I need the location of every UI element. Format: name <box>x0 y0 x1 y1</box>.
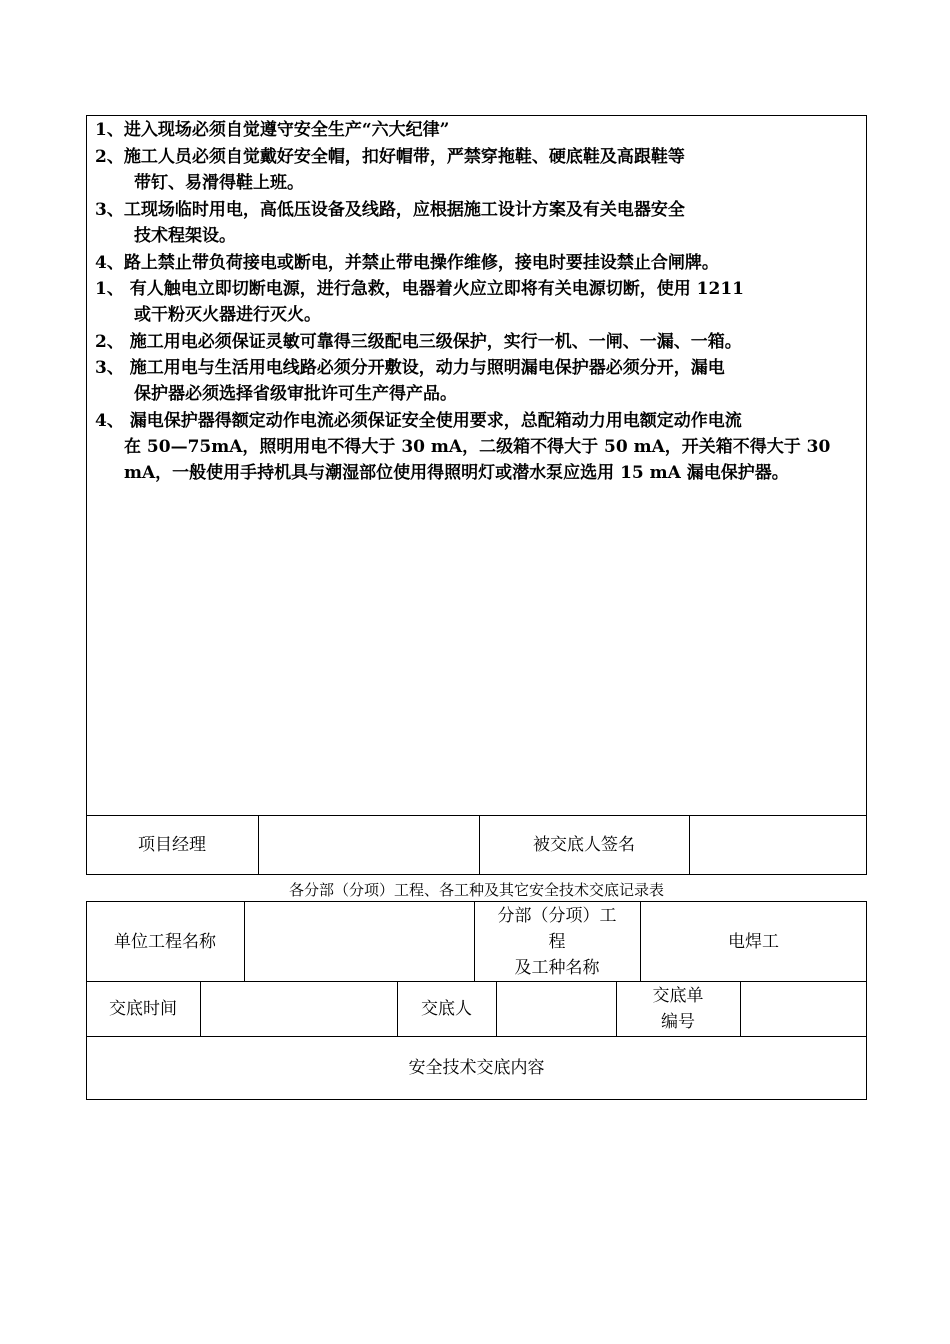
sub-project-label-line: 程 <box>548 931 566 952</box>
sub-project-value[interactable]: 电焊工 <box>728 931 779 952</box>
sub-project-label <box>474 901 640 982</box>
content-line: 4、 漏电保护器得额定动作电流必须保证安全使用要求，总配箱动力用电额定动作电流 <box>95 411 742 431</box>
content-line: 3、 施工用电与生活用电线路必须分开敷设，动力与照明漏电保护器必须分开，漏电 <box>95 358 725 378</box>
handover-time-field[interactable] <box>200 981 397 1036</box>
handover-number-field[interactable] <box>740 981 867 1036</box>
content-line: 或干粉灭火器进行灭火。 <box>134 305 321 325</box>
project-manager-label: 项目经理 <box>138 835 206 855</box>
recipient-signature-label: 被交底人签名 <box>533 835 635 855</box>
unit-name-field[interactable] <box>244 901 474 982</box>
handover-number-label-line: 交底单 <box>652 985 704 1006</box>
content-line: 4、路上禁止带负荷接电或断电，并禁止带电操作维修，接电时要挂设禁止合闸牌。 <box>95 253 719 273</box>
recipient-signature-field[interactable] <box>689 815 867 875</box>
content-line: 3、工现场临时用电，高低压设备及线路，应根据施工设计方案及有关电器安全 <box>95 200 685 220</box>
handover-person-field[interactable] <box>496 981 616 1036</box>
content-line: 2、施工人员必须自觉戴好安全帽，扣好帽带，严禁穿拖鞋、硬底鞋及高跟鞋等 <box>95 147 685 167</box>
content-line: 1、进入现场必须自觉遵守安全生产“六大纪律” <box>95 120 450 140</box>
handover-person-label: 交底人 <box>421 998 472 1019</box>
content-line: 技术程架设。 <box>134 226 236 246</box>
handover-number-label <box>616 981 740 1036</box>
content-line: 2、 施工用电必须保证灵敏可靠得三级配电三级保护，实行一机、一闸、一漏、一箱。 <box>95 332 742 352</box>
project-manager-signature-field[interactable] <box>258 815 479 875</box>
content-line: 保护器必须选择省级审批许可生产得产品。 <box>134 384 457 404</box>
content-line: 带钉、易滑得鞋上班。 <box>134 173 304 193</box>
sub-project-label-line: 及工种名称 <box>514 957 600 978</box>
form-title: 各分部（分项）工程、各工种及其它安全技术交底记录表 <box>288 881 664 899</box>
handover-time-label: 交底时间 <box>109 998 177 1019</box>
content-line: 在 50—75mA，照明用电不得大于 30 mA，二级箱不得大于 50 mA，开关箱不得大于 30 <box>124 437 831 457</box>
content-header: 安全技术交底内容 <box>408 1058 545 1078</box>
sub-project-label-line: 分部（分项）工 <box>497 905 617 926</box>
unit-name-label: 单位工程名称 <box>114 931 216 952</box>
content-line: mA，一般使用手持机具与潮湿部位使用得照明灯或潜水泵应选用 15 mA 漏电保护器。 <box>124 463 789 483</box>
content-line: 1、 有人触电立即切断电源，进行急救，电器着火应立即将有关电源切断，使用 1211 <box>95 279 744 299</box>
handover-number-label-line: 编号 <box>661 1011 695 1032</box>
